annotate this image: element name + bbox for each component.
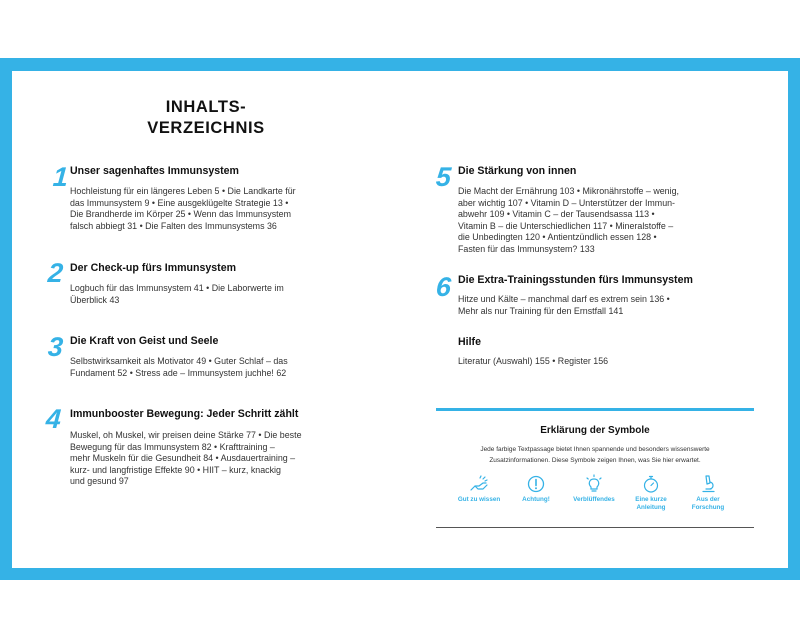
chapter-entries: Die Macht der Ernährung 103 • Mikronährstoffe – wenig, aber wichtig 107 • Vitamin D – Unterstützer der Immun- abwehr 109 • Vitamin C – der Tausendsassa 113 • Vitamin B – die Unterschiedlichen 117 • Mineralstoffe – die Unbedingten 120 • Antientzündlich essen 128 • Fasten für das Immunsystem? 133 [458,186,679,254]
chapter-heading[interactable]: Die Kraft von Geist und Seele [70,335,219,347]
chapter-entries: Hochleistung für ein längeres Leben 5 • Die Landkarte für das Immunsystem 9 • Eine ausgeklügelte Strategie 13 • Die Brandherde im Körper 25 • Wenn das Immunsystem falsch abbiegt 31 • Die Falten des Immunsystems 36 [70,186,296,231]
symbols-title: Erklärung der Symbole [540,425,650,436]
microscope-icon [698,474,718,494]
symbols-description: Jede farbige Textpassage bietet Ihnen spannende und besonders wissenswerte Zusatzinformationen. Diese Symbole zeigen Ihnen, was Sie hier erwartet. [480,446,710,464]
chapter-heading[interactable]: Die Stärkung von innen [458,165,577,177]
symbol-item: Aus der Forschung [676,474,740,512]
hilfe-entries: Literatur (Auswahl) 155 • Register 156 [458,356,609,366]
divider [436,527,754,528]
chapter-heading[interactable]: Unser sagenhaftes Immunsystem [70,165,239,177]
chapter-entries: Selbstwirksamkeit als Motivator 49 • Guter Schlaf – das Fundament 52 • Stress ade – Immunsystem juchhe! 62 [70,356,288,378]
chapter-number: 3 [46,332,65,362]
symbol-item: Verblüffendes [562,474,626,504]
page-title: INHALTS- VERZEICHNIS [147,98,265,137]
chapter-number: 4 [44,404,63,434]
chapter-entries: Logbuch für das Immunsystem 41 • Die Laborwerte im Überblick 43 [70,283,284,305]
chapter-entries: Muskel, oh Muskel, wir preisen deine Stärke 77 • Die beste Bewegung für das Immunsystem 82 • Krafttraining – mehr Muskeln für die Gesundheit 84 • Ausdauertraining – kurz- und langfristige Effekte 90 • HIIT – kurz, knackig und gesund 97 [70,430,302,487]
chapter-number: 5 [434,162,453,192]
stopwatch-icon [641,474,661,494]
hilfe-heading[interactable]: Hilfe [458,336,481,348]
chapter-number: 2 [46,258,65,288]
symbol-item: Gut zu wissen [447,474,511,504]
chapter-heading[interactable]: Die Extra-Trainingsstunden fürs Immunsystem [458,274,693,286]
exclamation-icon [526,474,546,494]
lightbulb-icon [584,474,604,494]
hand-icon [468,474,490,494]
chapter-number: 6 [434,272,453,302]
chapter-entries: Hitze und Kälte – manchmal darf es extrem sein 136 • Mehr als nur Training für den Ernstfall 141 [458,294,670,316]
chapter-number: 1 [51,162,70,192]
chapter-heading[interactable]: Der Check-up fürs Immunsystem [70,262,237,274]
symbol-item: Achtung! [504,474,568,504]
symbol-item: Eine kurze Anleitung [619,474,683,512]
chapter-heading[interactable]: Immunbooster Bewegung: Jeder Schritt zählt [70,408,299,420]
divider [436,408,754,411]
